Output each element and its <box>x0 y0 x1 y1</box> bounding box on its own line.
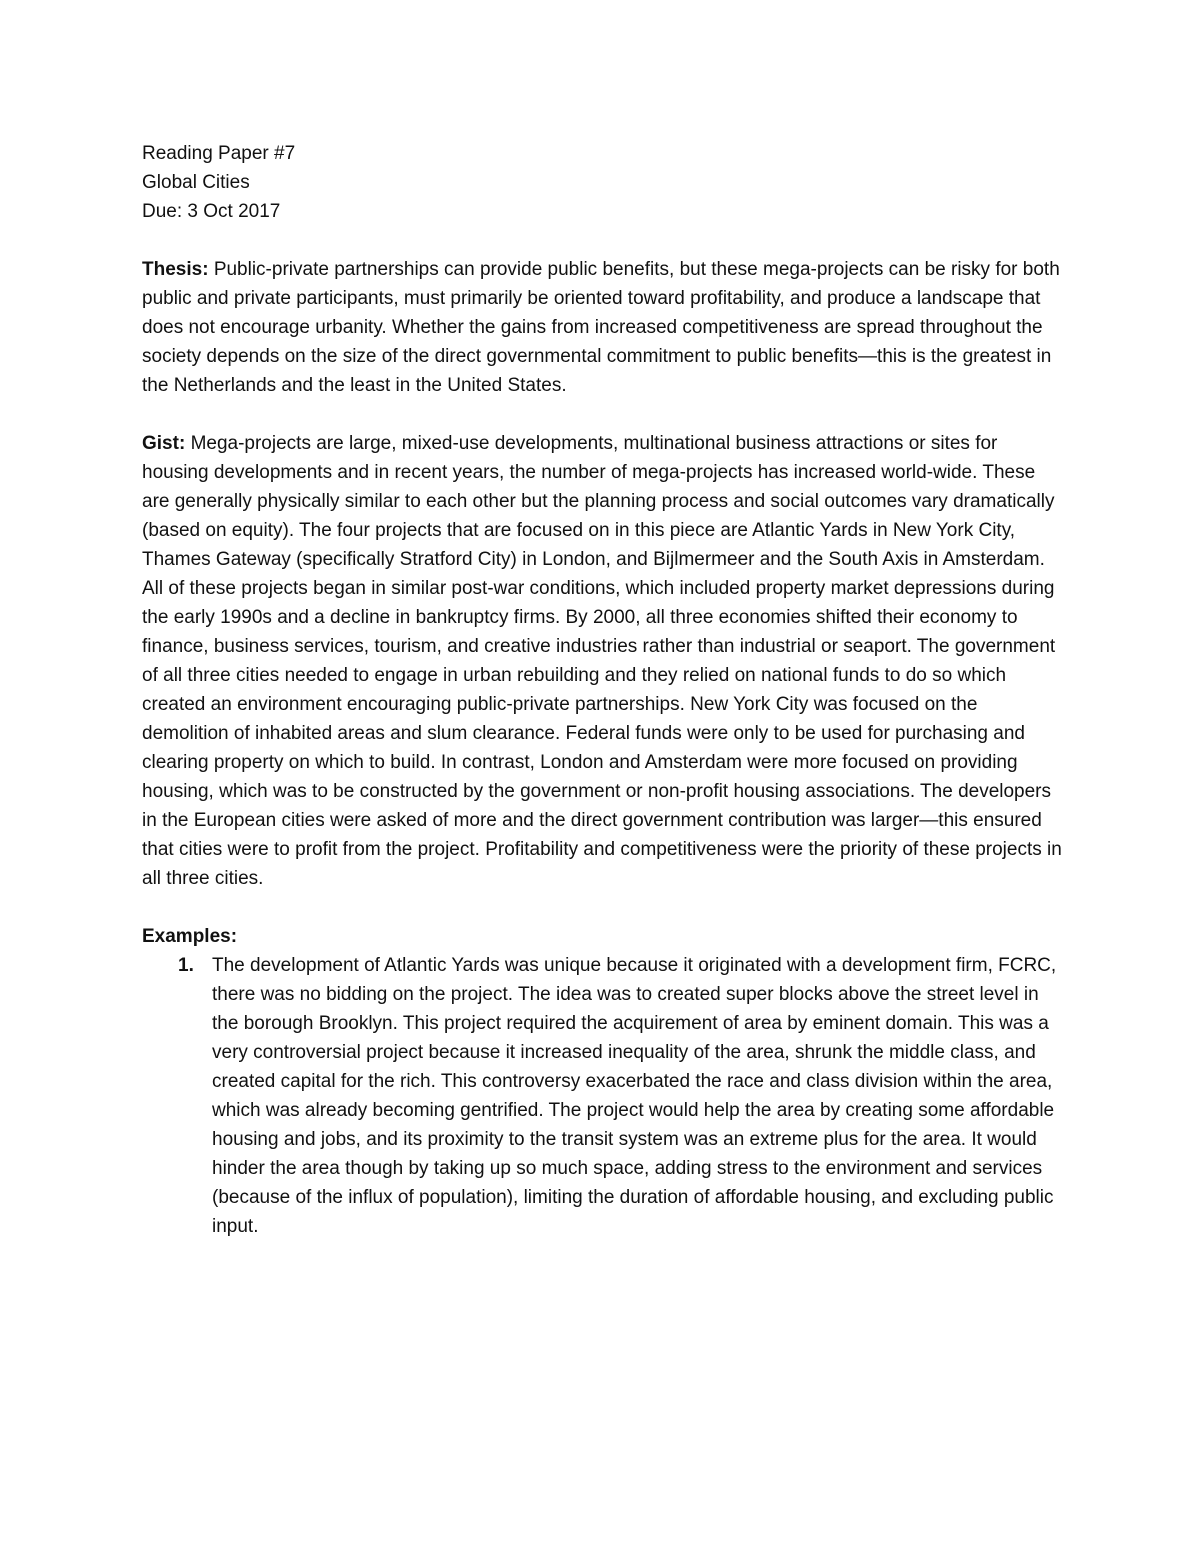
examples-list <box>142 951 1062 1241</box>
thesis-label: Thesis: <box>142 259 209 280</box>
gist-label: Gist: <box>142 433 186 454</box>
thesis-text: Public-private partnerships can provide public benefits, but these mega-projects can be risky for both public and private participants, must primarily be oriented toward profitability, and produce a landscape that does not encourage urbanity. Whether the gains from increased competitiveness are spread throughout the society depends on the size of the direct governmental commitment to public benefits—this is the greatest in the Netherlands and the least in the United States. <box>142 259 1060 396</box>
thesis-paragraph <box>142 255 1062 400</box>
paper-title: Reading Paper #7 <box>142 143 296 164</box>
examples-heading: Examples: <box>142 926 238 947</box>
example-number: 1. <box>178 955 194 976</box>
course-name: Global Cities <box>142 172 250 193</box>
list-item <box>142 951 1062 1241</box>
spacer <box>142 893 1062 922</box>
spacer <box>142 400 1062 429</box>
example-text: The development of Atlantic Yards was unique because it originated with a development firm, FCRC, there was no bidding on the project. The idea was to created super blocks above the street level in the borough Brooklyn. This project required the acquirement of area by eminent domain. This was a very controversial project because it increased inequality of the area, shrunk the middle class, and created capital for the rich. This controversy exacerbated the race and class division within the area, which was already becoming gentrified. The project would help the area by creating some affordable housing and jobs, and its proximity to the transit system was an extreme plus for the area. It would hinder the area though by taking up so much space, adding stress to the environment and services (because of the influx of population), limiting the duration of affordable housing, and excluding public input. <box>212 955 1057 1237</box>
spacer <box>142 226 1062 255</box>
due-date: Due: 3 Oct 2017 <box>142 201 281 222</box>
gist-paragraph <box>142 429 1062 893</box>
gist-text: Mega-projects are large, mixed-use developments, multinational business attractions or sites for housing developments and in recent years, the number of mega-projects has increased world-wide. These are generally physically similar to each other but the planning process and social outcomes vary dramatically (based on equity). The four projects that are focused on in this piece are Atlantic Yards in New York City, Thames Gateway (specifically Stratford City) in London, and Bijlmermeer and the South Axis in Amsterdam. All of these projects began in similar post-war conditions, which included property market depressions during the early 1990s and a decline in bankruptcy firms. By 2000, all three economies shifted their economy to finance, business services, tourism, and creative industries rather than industrial or seaport. The government of all three cities needed to engage in urban rebuilding and they relied on national funds to do so which created an environment encouraging public-private partnerships. New York City was focused on the demolition of inhabited areas and slum clearance. Federal funds were only to be used for purchasing and clearing property on which to build. In contrast, London and Amsterdam were more focused on providing housing, which was to be constructed by the government or non-profit housing associations. The developers in the European cities were asked of more and the direct government contribution was larger—this ensured that cities were to profit from the project. Profitability and competitiveness were the priority of these projects in all three cities. <box>142 433 1062 889</box>
document-page <box>142 139 1062 1241</box>
